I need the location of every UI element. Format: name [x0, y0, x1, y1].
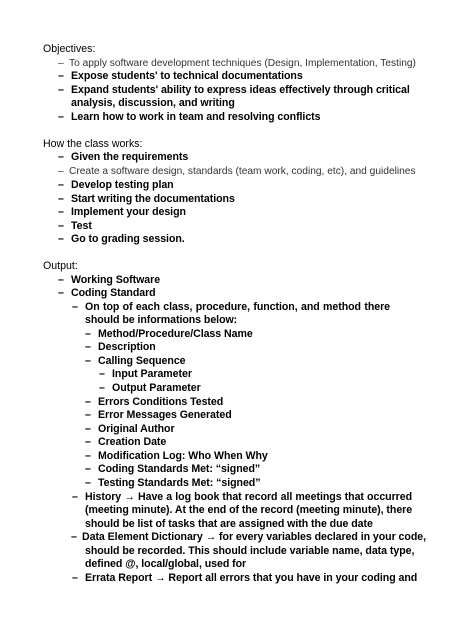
objectives-item-text: To apply software development techniques (Design, Implementation, Testing) [69, 58, 416, 69]
objectives-item-text: Expose students' to technical documentations [71, 70, 303, 82]
output-heading: Output: [43, 260, 78, 272]
bullet-dash: – [85, 450, 91, 462]
field-text: Coding Standards Met: “signed” [98, 463, 261, 475]
bullet-dash: – [72, 491, 78, 503]
bullet-dash: – [85, 423, 91, 435]
objectives-item-3 [58, 84, 410, 97]
field-text: Error Messages Generated [98, 409, 232, 421]
how-item-3 [58, 179, 174, 192]
bullet-dash: – [85, 477, 91, 489]
dictionary-line-3: defined @, local/global, used for [85, 558, 247, 570]
field-text: Description [98, 341, 156, 353]
how-item-2 [58, 165, 416, 178]
output-working-software [58, 274, 161, 287]
bullet-dash: – [58, 274, 64, 286]
dictionary-text: Data Element Dictionary → for every variables declared in your code, [82, 531, 426, 543]
bullet-dash: – [85, 396, 91, 408]
bullet-dash: – [85, 409, 91, 421]
how-item-1 [58, 151, 189, 164]
bullet-dash: – [58, 111, 64, 123]
field-subitem [99, 382, 201, 395]
how-item-4 [58, 193, 235, 206]
bullet-dash: – [58, 58, 64, 69]
how-item-text: Create a software design, standards (team work, coding, etc), and guidelines [69, 166, 416, 177]
bullet-dash: – [58, 220, 64, 232]
field-item [85, 423, 175, 436]
bullet-dash: – [58, 70, 64, 82]
field-text: Errors Conditions Tested [98, 396, 224, 408]
field-item [85, 355, 186, 368]
field-item [85, 477, 261, 490]
objectives-heading: Objectives: [43, 43, 96, 55]
field-text: Creation Date [98, 436, 167, 448]
how-item-5 [58, 206, 186, 219]
field-item [85, 341, 156, 354]
how-item-6 [58, 220, 92, 233]
how-item-text: Implement your design [71, 206, 186, 218]
bullet-dash: – [58, 287, 64, 299]
bullet-dash: – [71, 531, 77, 543]
output-item-text: Coding Standard [71, 287, 156, 299]
bullet-dash: – [58, 151, 64, 163]
history-line-3: should be list of tasks that are assigned with the due date [85, 518, 373, 530]
errata-line-1 [72, 572, 418, 585]
objectives-item-text: Expand students' ability to express ideas effectively through critical [71, 84, 410, 96]
output-coding-standard [58, 287, 156, 300]
on-top-line-2: should be informations below: [85, 314, 238, 326]
field-item [85, 463, 261, 476]
field-text: Method/Procedure/Class Name [98, 328, 253, 340]
on-top-line-1 [72, 301, 390, 314]
how-heading: How the class works: [43, 138, 143, 150]
bullet-dash: – [85, 328, 91, 340]
history-line-1 [72, 491, 412, 504]
field-text: Input Parameter [112, 368, 192, 380]
field-item [85, 450, 268, 463]
dictionary-line-1 [71, 531, 426, 544]
bullet-dash: – [58, 206, 64, 218]
field-subitem [99, 368, 192, 381]
errata-text: Errata Report → Report all errors that you have in your coding and [85, 572, 418, 584]
bullet-dash: – [99, 382, 105, 394]
field-text: Calling Sequence [98, 355, 186, 367]
bullet-dash: – [58, 166, 64, 177]
bullet-dash: – [85, 463, 91, 475]
how-item-text: Given the requirements [71, 151, 189, 163]
bullet-dash: – [85, 355, 91, 367]
bullet-dash: – [58, 193, 64, 205]
how-item-text: Go to grading session. [71, 233, 185, 245]
how-item-text: Develop testing plan [71, 179, 174, 191]
bullet-dash: – [99, 368, 105, 380]
bullet-dash: – [58, 179, 64, 191]
bullet-dash: – [72, 301, 78, 313]
bullet-dash: – [85, 436, 91, 448]
on-top-text: On top of each class, procedure, function, and method there [85, 301, 390, 313]
field-item [85, 409, 232, 422]
how-item-7 [58, 233, 185, 246]
field-text: Modification Log: Who When Why [98, 450, 268, 462]
objectives-item-4 [58, 111, 321, 124]
objectives-item-3-cont: analysis, discussion, and writing [71, 97, 235, 109]
field-item [85, 436, 167, 449]
field-text: Testing Standards Met: “signed” [98, 477, 261, 489]
objectives-item-2 [58, 70, 303, 83]
dictionary-line-2: should be recorded. This should include variable name, data type, [85, 545, 415, 557]
output-item-text: Working Software [71, 274, 161, 286]
bullet-dash: – [85, 341, 91, 353]
field-text: Original Author [98, 423, 175, 435]
field-item [85, 396, 224, 409]
field-text: Output Parameter [112, 382, 201, 394]
how-item-text: Start writing the documentations [71, 193, 235, 205]
how-item-text: Test [71, 220, 92, 232]
objectives-item-text: Learn how to work in team and resolving conflicts [71, 111, 321, 123]
bullet-dash: – [72, 572, 78, 584]
objectives-item-1 [58, 57, 416, 70]
history-text: History → Have a log book that record all meetings that occurred [85, 491, 412, 503]
bullet-dash: – [58, 233, 64, 245]
field-item [85, 328, 253, 341]
history-line-2: (meeting minute). At the end of the record (meeting minute), there [85, 504, 413, 516]
bullet-dash: – [58, 84, 64, 96]
